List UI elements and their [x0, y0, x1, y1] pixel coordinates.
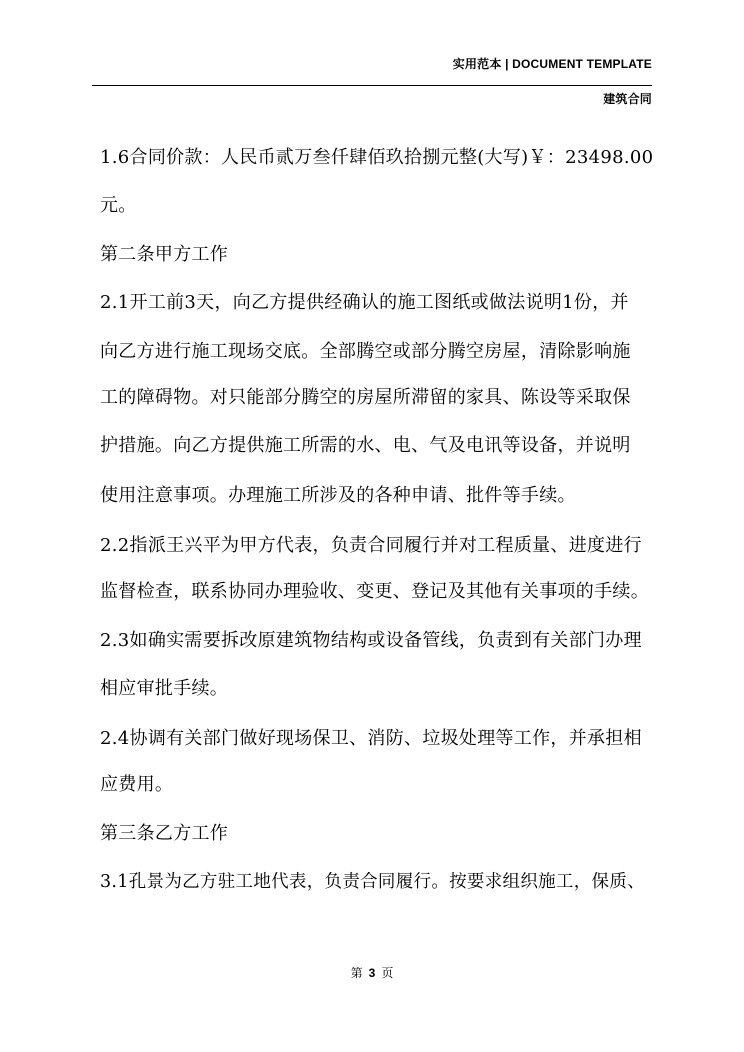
- page-footer: [0, 964, 744, 981]
- body-line: 使用注意事项。办理施工所涉及的各种申请、批件等手续。: [100, 485, 576, 506]
- page-number: 3: [368, 966, 376, 980]
- body-line: 2.2指派王兴平为甲方代表，负责合同履行并对工程质量、进度进行: [100, 535, 642, 556]
- body-line: 监督检查，联系协同办理验收、变更、登记及其他有关事项的手续。: [100, 581, 649, 602]
- body-line: 3.1孔景为乙方驻工地代表，负责合同履行。按要求组织施工，保质、: [100, 872, 645, 892]
- body-line: 2.4协调有关部门做好现场保卫、消防、垃圾处理等工作，并承担相: [100, 728, 642, 749]
- body-line: 元。: [100, 195, 137, 216]
- body-line: 2.3如确实需要拆改原建筑物结构或设备管线，负责到有关部门办理: [100, 630, 642, 651]
- header-title: 实用范本 | DOCUMENT TEMPLATE: [452, 57, 652, 71]
- body-line: 护措施。向乙方提供施工所需的水、电、气及电讯等设备，并说明: [100, 435, 631, 456]
- footer-suffix: 页: [381, 966, 394, 980]
- header-rule: [92, 85, 652, 86]
- body-line: 相应审批手续。: [100, 678, 229, 699]
- section-heading: 第三条乙方工作: [100, 823, 229, 844]
- body-line: 2.1开工前3天，向乙方提供经确认的施工图纸或做法说明1份，并: [100, 292, 629, 313]
- body-line: 工的障碍物。对只能部分腾空的房屋所滞留的家具、陈设等采取保: [100, 387, 631, 408]
- section-heading: 第二条甲方工作: [100, 244, 229, 265]
- header-subtitle: 建筑合同: [603, 92, 652, 106]
- footer-prefix: 第: [350, 966, 363, 980]
- body-line: 向乙方进行施工现场交底。全部腾空或部分腾空房屋，清除影响施: [100, 341, 631, 362]
- body-line: 应费用。: [100, 774, 174, 795]
- body-line: 1.6合同价款：人民币贰万叁仟肆佰玖拾捌元整(大写)￥：23498.00: [100, 147, 654, 168]
